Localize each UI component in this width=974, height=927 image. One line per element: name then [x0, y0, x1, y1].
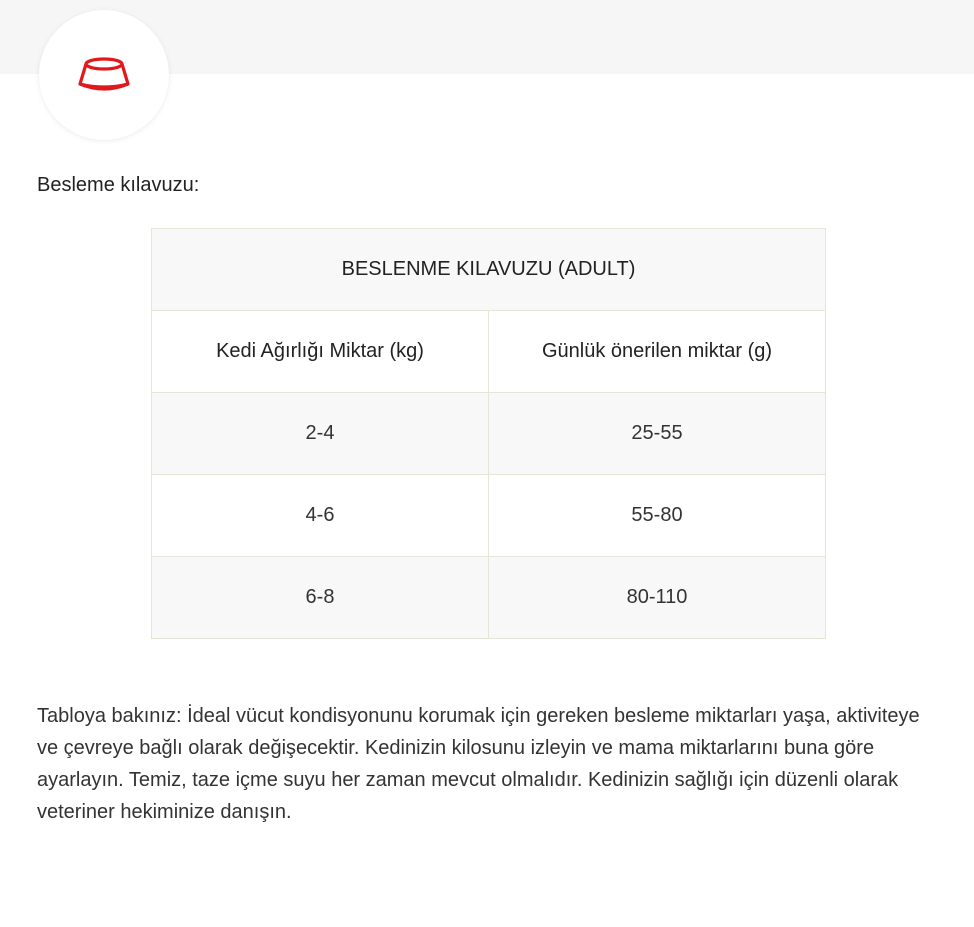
- table-title: BESLENME KILAVUZU (ADULT): [152, 229, 826, 311]
- feeding-note-paragraph: Tabloya bakınız: İdeal vücut kondisyonunu korumak için gereken besleme miktarları yaşa, aktiviteye ve çevreye bağlı olarak değişecektir. Kedinizin kilosunu izleyin ve mama miktarlarını buna göre ayarlayın. Temiz, taze içme suyu her zaman mevcut olmalıdır. Kedinizin sağlığı için düzenli olarak veteriner hekiminize danışın.: [37, 705, 920, 823]
- cell-amount: 55-80: [489, 475, 826, 557]
- feeding-guide-label: Besleme kılavuzu:: [37, 174, 200, 196]
- feeding-table-wrapper: [151, 228, 826, 639]
- icon-badge: [39, 10, 169, 140]
- cell-weight: 2-4: [152, 393, 489, 475]
- table-row: [152, 557, 826, 639]
- cell-weight: 4-6: [152, 475, 489, 557]
- food-bowl-icon: [76, 56, 132, 94]
- cell-amount: 80-110: [489, 557, 826, 639]
- header-daily-amount: Günlük önerilen miktar (g): [489, 311, 826, 393]
- cell-amount: 25-55: [489, 393, 826, 475]
- table-row: [152, 393, 826, 475]
- header-weight: Kedi Ağırlığı Miktar (kg): [152, 311, 489, 393]
- table-title-row: [152, 229, 826, 311]
- feeding-table: [151, 228, 826, 639]
- table-row: [152, 475, 826, 557]
- table-header-row: [152, 311, 826, 393]
- cell-weight: 6-8: [152, 557, 489, 639]
